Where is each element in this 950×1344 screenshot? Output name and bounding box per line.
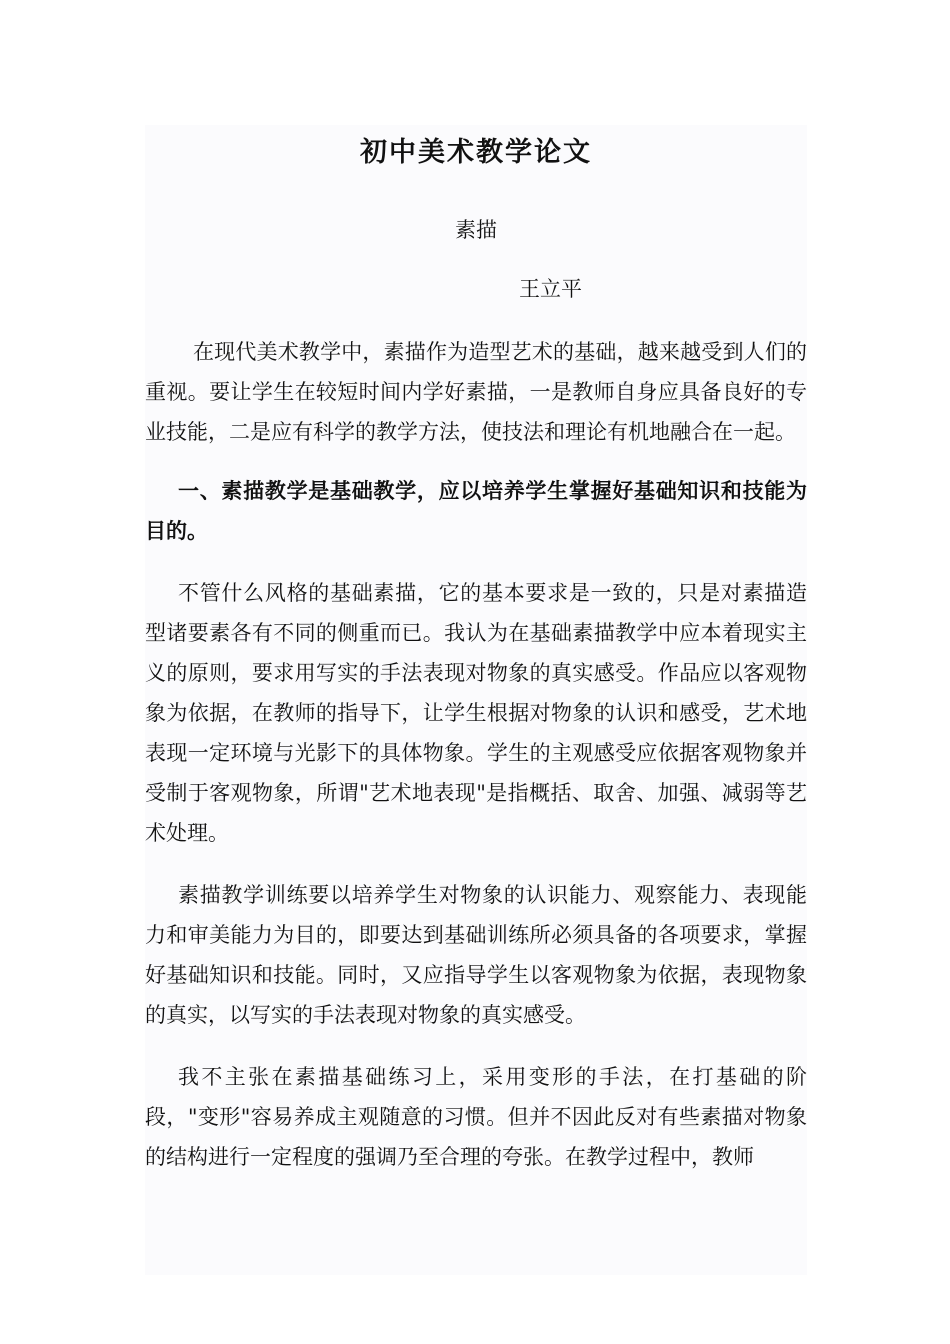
section-heading-1: 一、素描教学是基础教学，应以培养学生掌握好基础知识和技能为目的。: [145, 478, 807, 543]
body-paragraph-3: 我不主张在素描基础练习上，采用变形的手法，在打基础的阶段，"变形"容易养成主观随意的习惯。但并不因此反对有些素描对物象的结构进行一定程度的强调乃至合理的夸张。在教学过程中，教师: [145, 1065, 807, 1169]
document-subtitle: 素描: [455, 218, 497, 242]
body-paragraph-1: 不管什么风格的基础素描，它的基本要求是一致的，只是对素描造型诸要素各有不同的侧重而已。我认为在基础素描教学中应本着现实主义的原则，要求用写实的手法表现对物象的真实感受。作品应以客观物象为依据，在教师的指导下，让学生根据对物象的认识和感受，艺术地表现一定环境与光影下的具体物象。学生的主观感受应依据客观物象并受制于客观物象，所谓"艺术地表现"是指概括、取舍、加强、减弱等艺术处理。: [145, 581, 807, 845]
document-page: [145, 125, 807, 1275]
intro-paragraph: 在现代美术教学中，素描作为造型艺术的基础，越来越受到人们的重视。要让学生在较短时间内学好素描，一是教师自身应具备良好的专业技能，二是应有科学的教学方法，使技法和理论有机地融合在一起。: [145, 340, 807, 444]
document-author: 王立平: [519, 277, 582, 301]
document-title: 初中美术教学论文: [360, 137, 592, 168]
body-paragraph-2: 素描教学训练要以培养学生对物象的认识能力、观察能力、表现能力和审美能力为目的，即要达到基础训练所必须具备的各项要求，掌握好基础知识和技能。同时，又应指导学生以客观物象为依据，表现物象的真实，以写实的手法表现对物象的真实感受。: [145, 883, 807, 1027]
